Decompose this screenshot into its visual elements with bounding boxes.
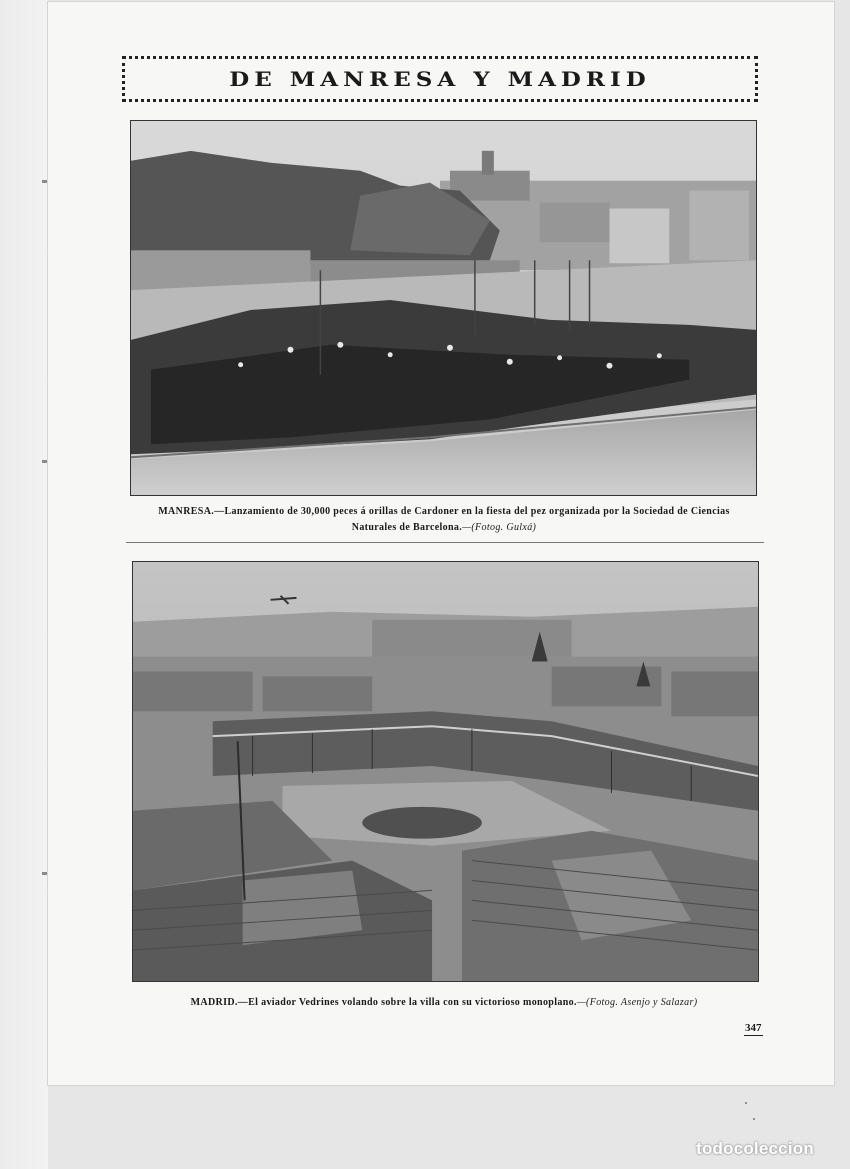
scan-speck	[745, 1102, 747, 1104]
header-box	[122, 56, 758, 102]
scan-speck	[753, 1118, 755, 1120]
caption-text: MADRID.—El aviador Vedrines volando sobre la villa con su victorioso monoplano.	[190, 997, 577, 1008]
photo-madrid	[132, 561, 759, 982]
manresa-photo-illustration	[131, 121, 756, 495]
caption-text: MANRESA.—Lanzamiento de 30,000 peces á orillas de Cardoner en la fiesta del pez organizada por la Sociedad de Ciencias Naturales de Barcelona.	[158, 506, 730, 533]
photo-manresa	[130, 120, 757, 496]
madrid-photo-illustration	[133, 562, 758, 981]
caption-manresa	[138, 504, 750, 536]
watermark-logo: todocoleccion	[696, 1139, 814, 1158]
photo-credit: —(Fotog. Asenjo y Salazar)	[576, 997, 698, 1008]
page-number: 347	[745, 1022, 762, 1034]
page-edge	[0, 0, 48, 1169]
section-divider	[126, 542, 764, 543]
photo-credit: —(Fotog. Gulxá)	[462, 522, 537, 533]
page-title: DE MANRESA Y MADRID	[229, 67, 651, 91]
caption-madrid	[138, 995, 750, 1011]
